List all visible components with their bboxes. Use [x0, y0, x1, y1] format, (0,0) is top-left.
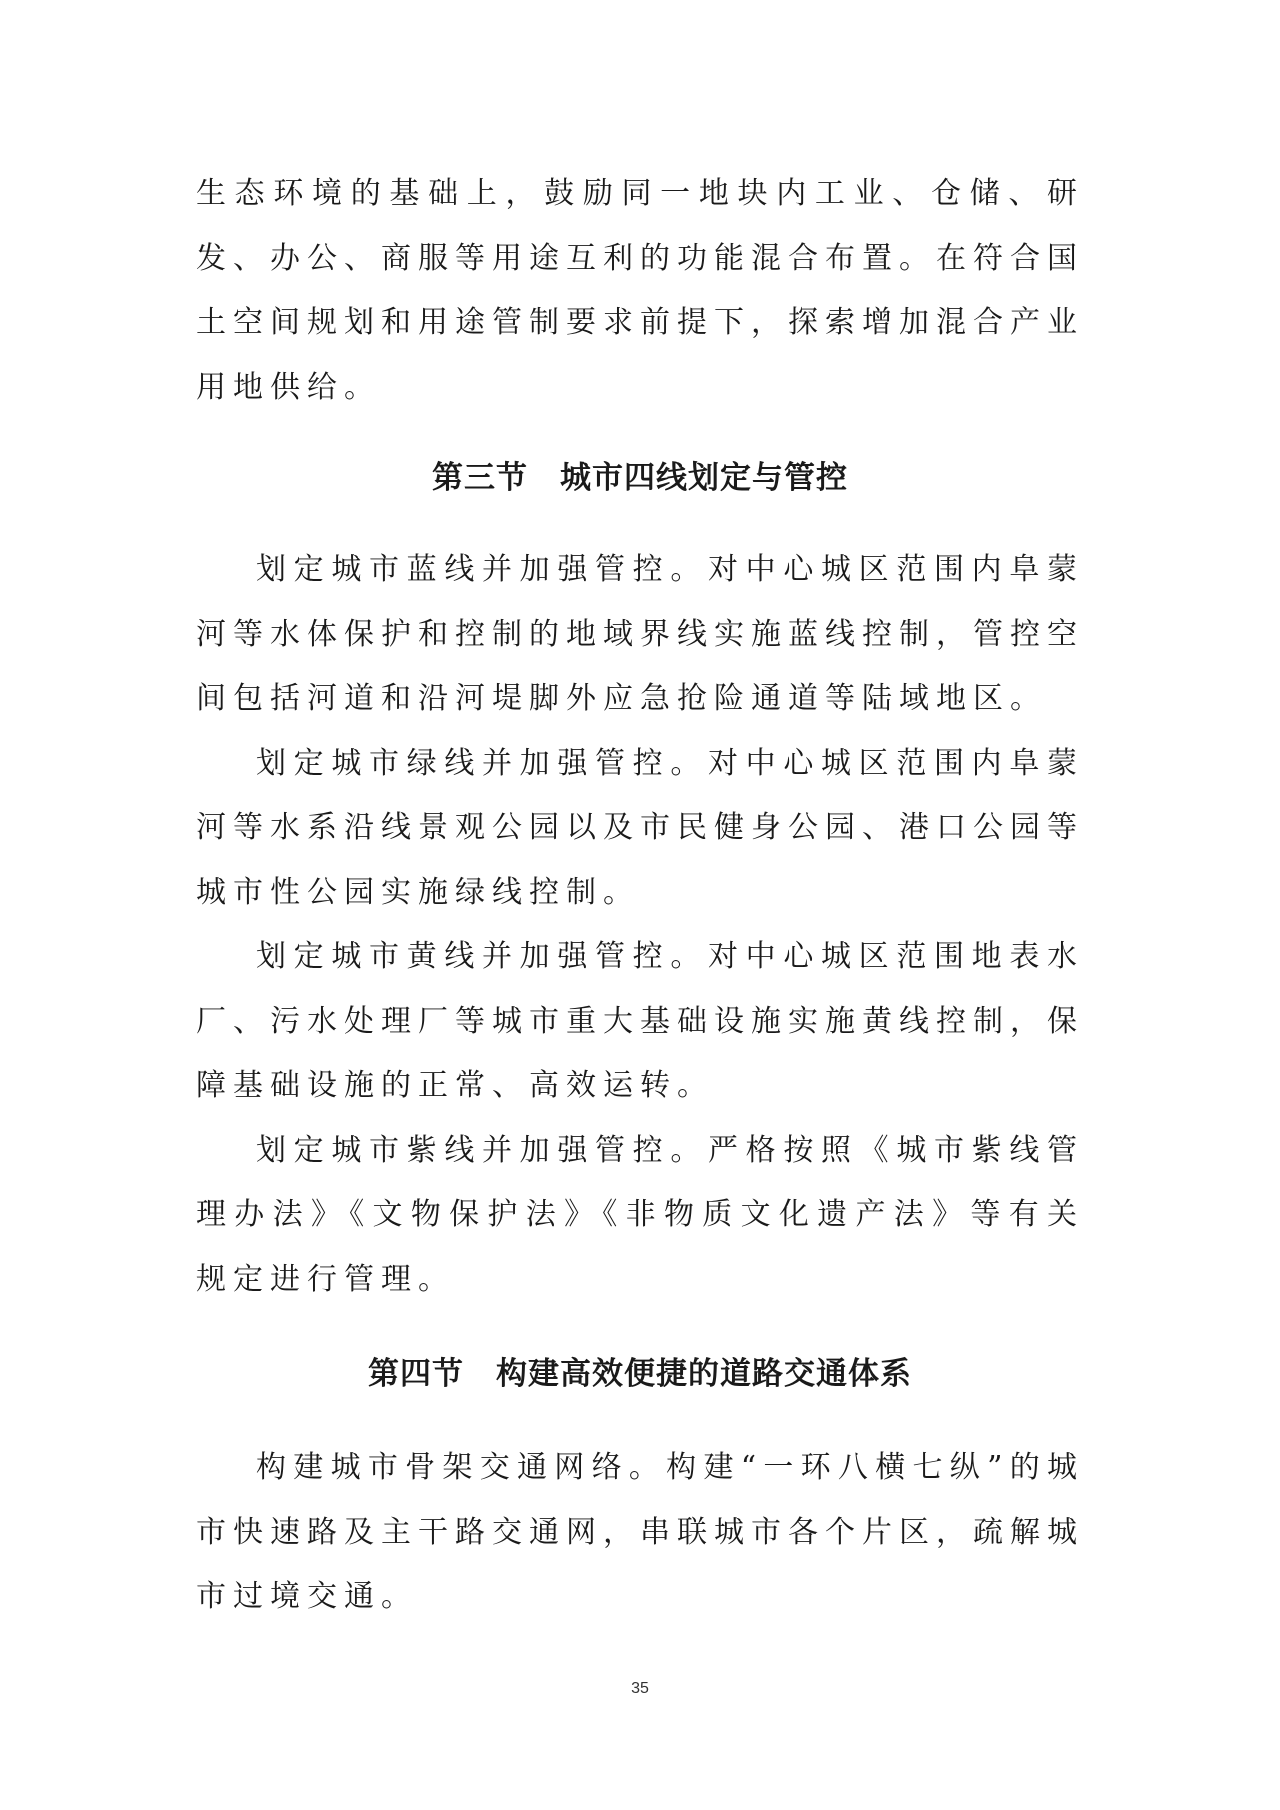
paragraph-green-line: 划定城市绿线并加强管控。对中心城区范围内阜蒙河等水系沿线景观公园以及市民健身公园、港口公园等城市性公园实施绿线控制。	[196, 745, 1084, 910]
page-content	[196, 162, 1084, 1630]
section-heading-3: 第三节 城市四线划定与管控	[432, 460, 848, 496]
paragraph-blue-line: 划定城市蓝线并加强管控。对中心城区范围内阜蒙河等水体保护和控制的地域界线实施蓝线控制，管控空间包括河道和沿河堤脚外应急抢险通道等陆域地区。	[196, 552, 1084, 716]
paragraph-purple-line: 划定城市紫线并加强管控。严格按照《城市紫线管理办法》《文物保护法》《非物质文化遗产法》等有关规定进行管理。	[196, 1132, 1084, 1297]
paragraph-yellow-line: 划定城市黄线并加强管控。对中心城区范围地表水厂、污水处理厂等城市重大基础设施实施黄线控制，保障基础设施的正常、高效运转。	[196, 939, 1084, 1103]
paragraph-continued: 生态环境的基础上，鼓励同一地块内工业、仓储、研发、办公、商服等用途互利的功能混合布置。在符合国土空间规划和用途管制要求前提下，探索增加混合产业用地供给。	[196, 176, 1084, 405]
section-heading-4: 第四节 构建高效便捷的道路交通体系	[368, 1356, 912, 1392]
paragraph-road-network: 构建城市骨架交通网络。构建“一环八横七纵”的城市快速路及主干路交通网，串联城市各个片区，疏解城市过境交通。	[196, 1450, 1084, 1614]
page-number: 35	[631, 1680, 649, 1697]
